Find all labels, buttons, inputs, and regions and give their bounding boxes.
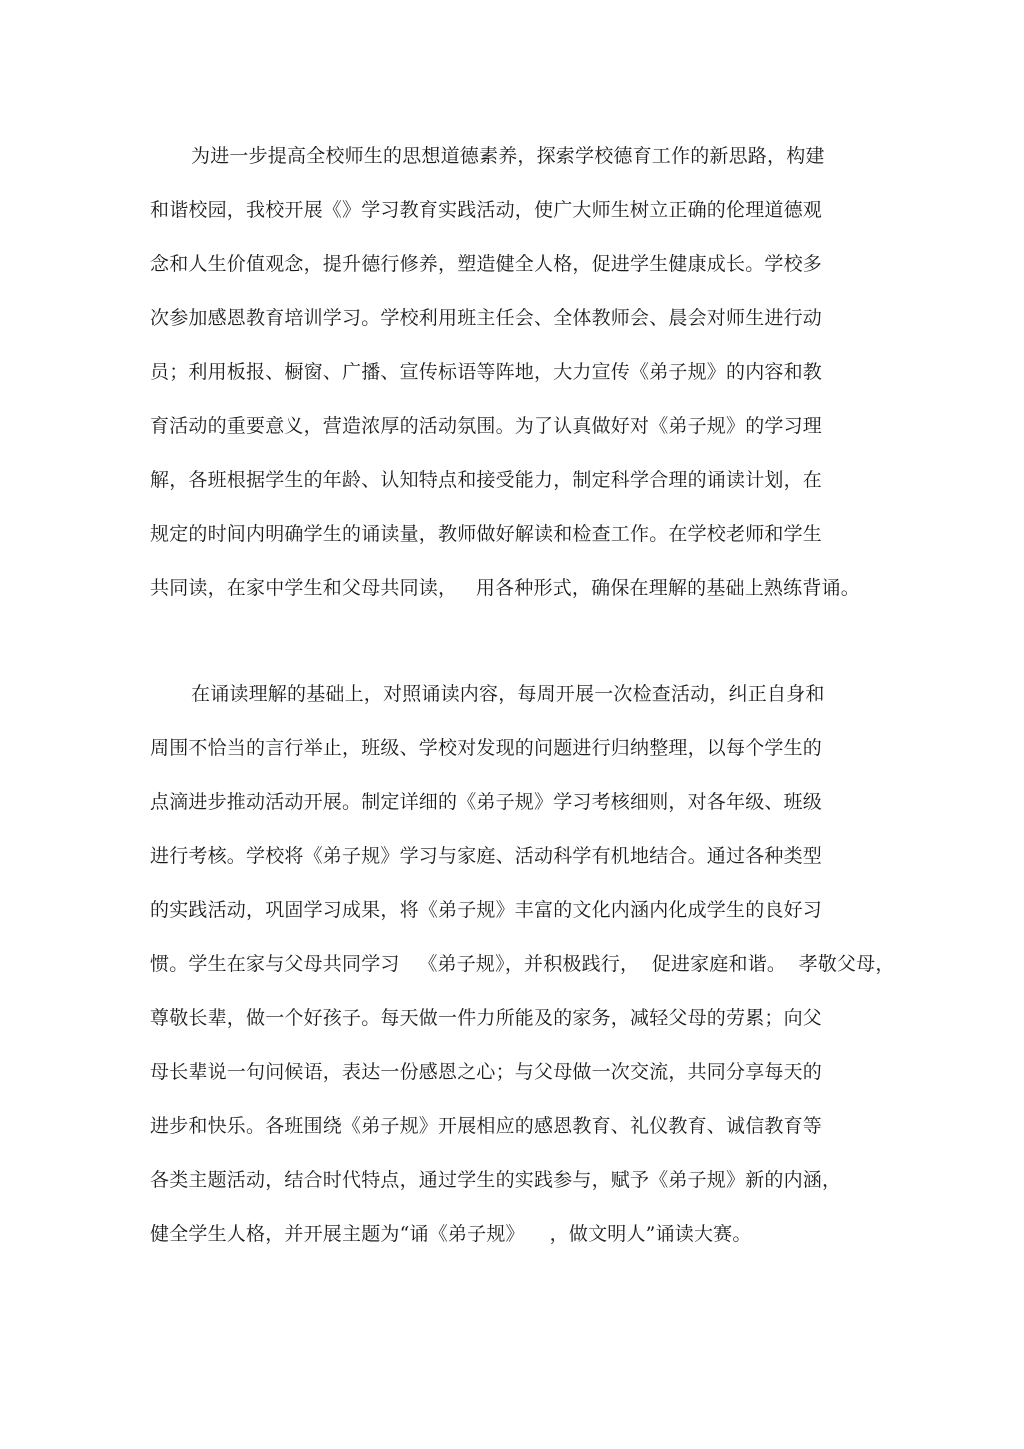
- paragraph-line: 为进一步提高全校师生的思想道德素养，探索学校德育工作的新思路，构建: [191, 145, 825, 167]
- paragraph-line: 进步和快乐。各班围绕《弟子规》开展相应的感恩教育、礼仪教育、诚信教育等: [150, 1115, 823, 1137]
- paragraph-line: 规定的时间内明确学生的诵读量，教师做好解读和检查工作。在学校老师和学生: [150, 523, 823, 545]
- paragraph-line: 周围不恰当的言行举止，班级、学校对发现的问题进行归纳整理，以每个学生的: [150, 737, 823, 759]
- paragraph-line: 健全学生人格，并开展主题为“诵《弟子规》 ，做文明人”诵读大赛。: [150, 1223, 752, 1245]
- paragraph-line: 点滴进步推动活动开展。制定详细的《弟子规》学习考核细则，对各年级、班级: [150, 791, 823, 813]
- paragraph-line: 在诵读理解的基础上，对照诵读内容，每周开展一次检查活动，纠正自身和: [191, 683, 825, 705]
- paragraph-line: 解，各班根据学生的年龄、认知特点和接受能力，制定科学合理的诵读计划，在: [150, 469, 823, 491]
- paragraph-line: 母长辈说一句问候语，表达一份感恩之心；与父母做一次交流，共同分享每天的: [150, 1061, 823, 1083]
- paragraph-1: [150, 138, 880, 624]
- paragraph-line: 共同读，在家中学生和父母共同读， 用各种形式，确保在理解的基础上熟练背诵。: [150, 577, 860, 599]
- paragraph-line: 尊敬长辈，做一个好孩子。每天做一件力所能及的家务，减轻父母的劳累；向父: [150, 1007, 823, 1029]
- paragraph-line: 员；利用板报、橱窗、广播、宣传标语等阵地，大力宣传《弟子规》的内容和教: [150, 361, 823, 383]
- paragraph-line: 念和人生价值观念，提升德行修养，塑造健全人格，促进学生健康成长。学校多: [150, 253, 823, 275]
- paragraph-2: [150, 676, 895, 1270]
- paragraph-line: 次参加感恩教育培训学习。学校利用班主任会、全体教师会、晨会对师生进行动: [150, 307, 823, 329]
- paragraph-line: 和谐校园，我校开展《》学习教育实践活动，使广大师生树立正确的伦理道德观: [150, 199, 823, 221]
- paragraph-line: 进行考核。学校将《弟子规》学习与家庭、活动科学有机地结合。通过各种类型: [150, 845, 823, 867]
- paragraph-line: 育活动的重要意义，营造浓厚的活动氛围。为了认真做好对《弟子规》的学习理: [150, 415, 823, 437]
- paragraph-line: 的实践活动，巩固学习成果，将《弟子规》丰富的文化内涵内化成学生的良好习: [150, 899, 823, 921]
- paragraph-line: 各类主题活动，结合时代特点，通过学生的实践参与，赋予《弟子规》新的内涵，: [150, 1169, 842, 1191]
- paragraph-line: 惯。学生在家与父母共同学习 《弟子规》，并积极践行， 促进家庭和谐。 孝敬父母，: [150, 953, 895, 975]
